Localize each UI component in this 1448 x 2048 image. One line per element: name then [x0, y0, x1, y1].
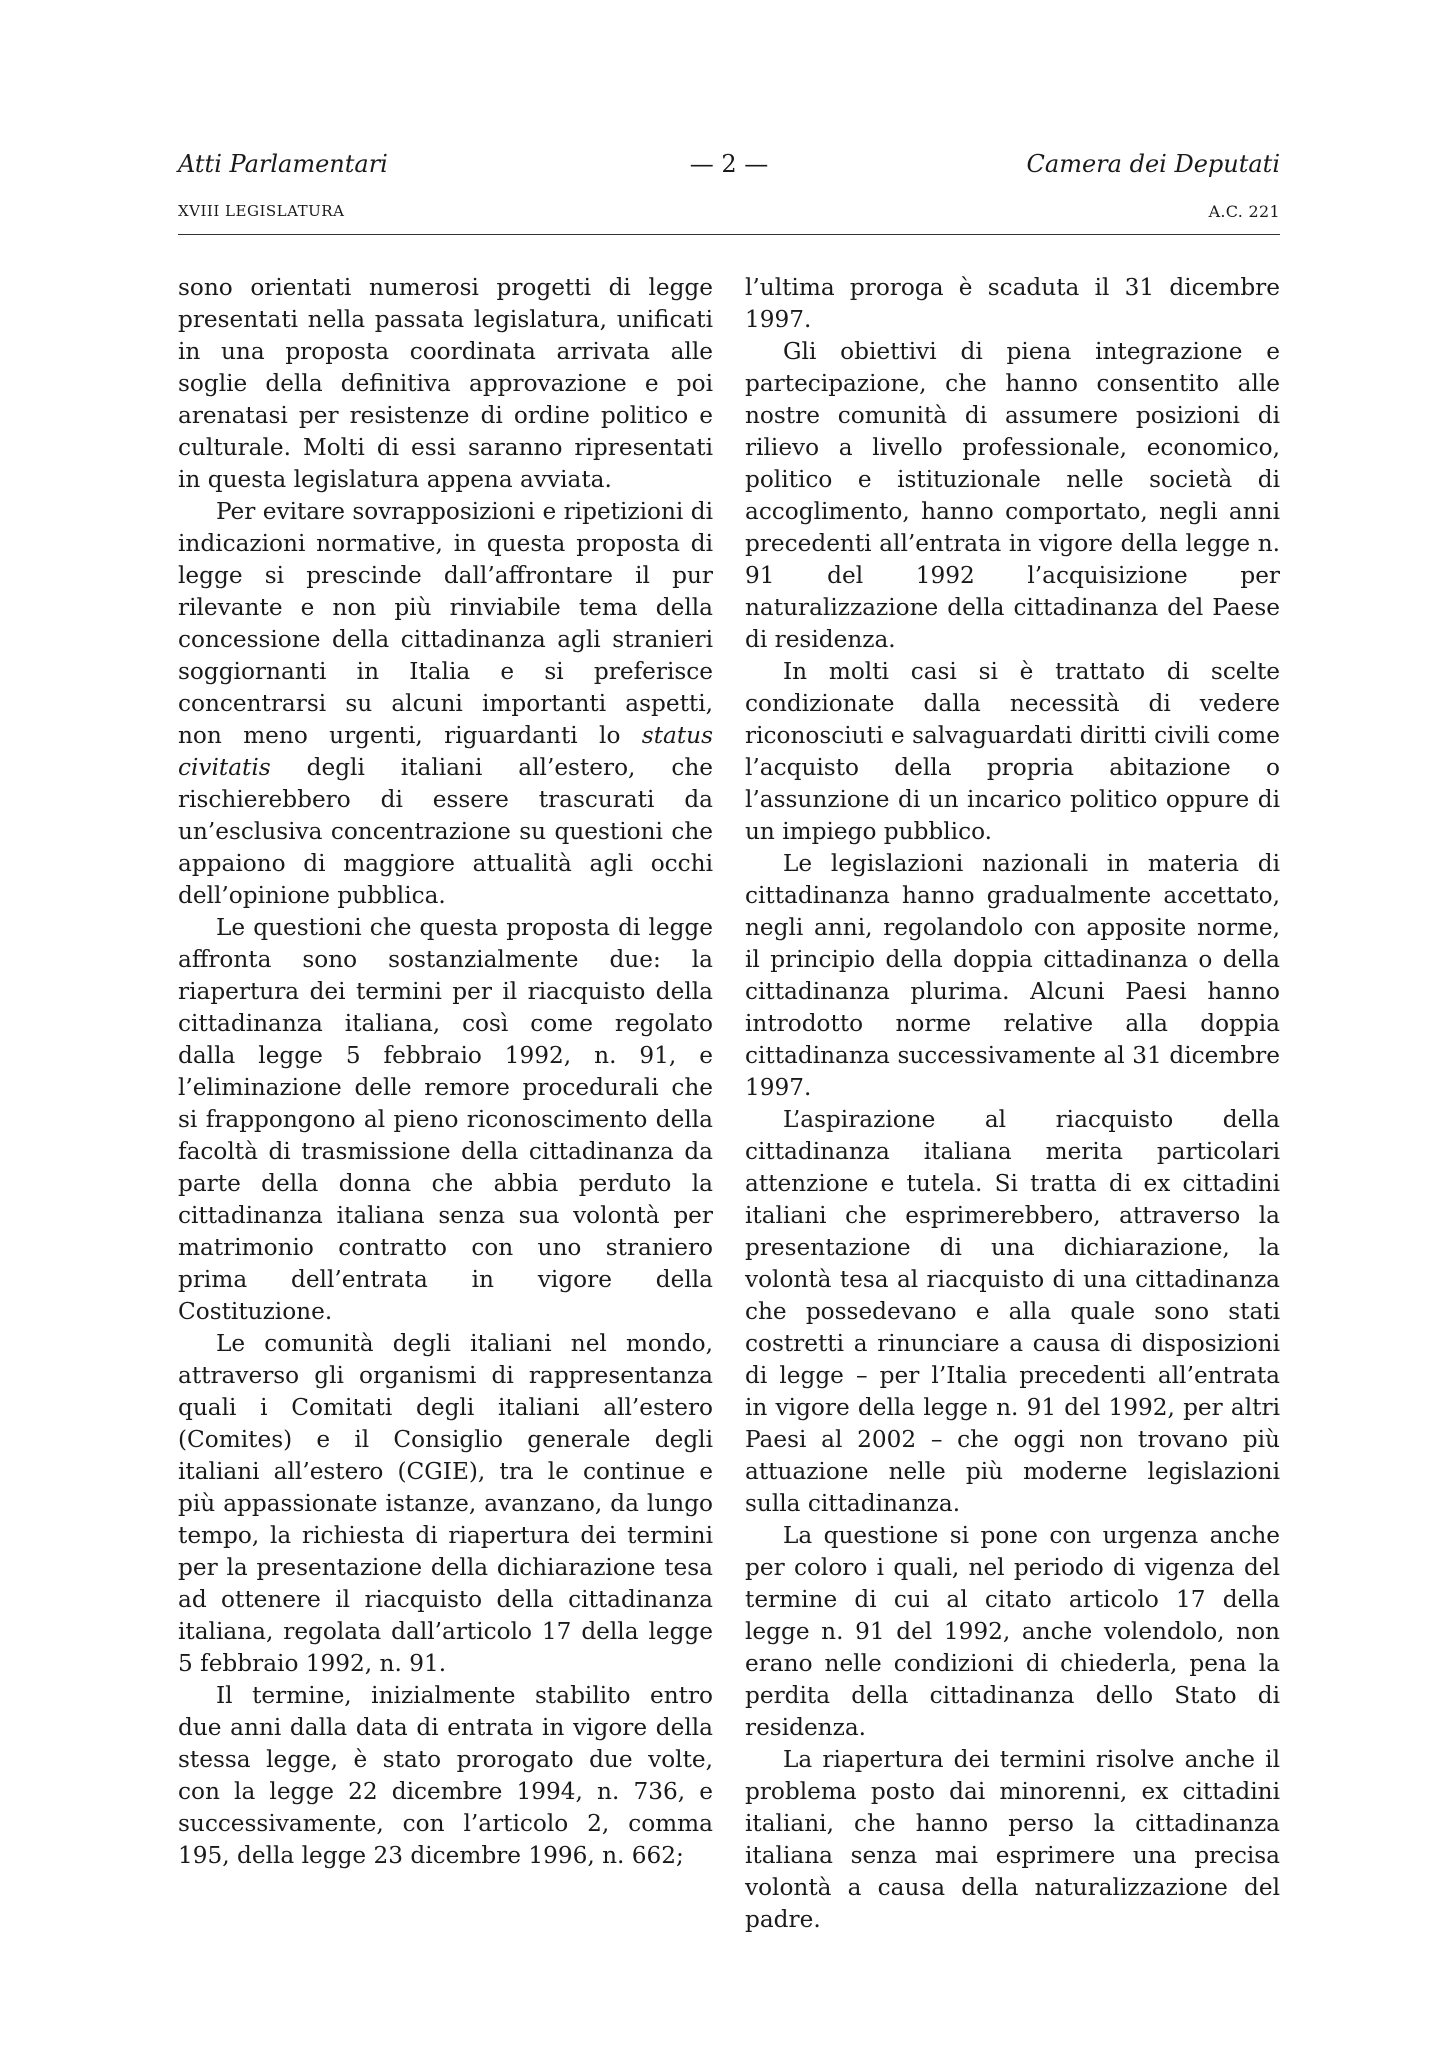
paragraph: Gli obiettivi di piena integrazione e partecipazione, che hanno consentito alle nostre comunità di assumere posizioni di rilievo a livello professionale, economico, politico e istituzionale nelle società di accoglimento, hanno comportato, negli anni precedenti all’entrata in vigore della legge n. 91 del 1992 l’acquisizione per naturalizzazione della cittadinanza del Paese di residenza.	[745, 338, 1280, 653]
publication-title: Atti Parlamentari	[178, 150, 388, 178]
legislature-label: XVIII LEGISLATURA	[178, 202, 345, 220]
paragraph: L’aspirazione al riacquisto della cittadinanza italiana merita particolari attenzione e tutela. Si tratta di ex cittadini italiani che esprimerebbero, attraverso la presentazione di una dichiarazione, la volontà tesa al riacquisto di una cittadinanza che possedevano e alla quale sono stati costretti a rinunciare a causa di disposizioni di legge – per l’Italia precedenti all’entrata in vigore della legge n. 91 del 1992, per altri Paesi al 2002 – che oggi non trovano più attuazione nelle più moderne legislazioni sulla cittadinanza.	[745, 1106, 1280, 1517]
paragraph: In molti casi si è trattato di scelte condizionate dalla necessità di vedere riconosciuti e salvaguardati diritti civili come l’acquisto della propria abitazione o l’assunzione di un incarico politico oppure di un impiego pubblico.	[745, 658, 1280, 845]
paragraph: La riapertura dei termini risolve anche il problema posto dai minorenni, ex cittadini italiani, che hanno perso la cittadinanza italiana senza mai esprimere una precisa volontà a causa della naturalizzazione del padre.	[745, 1746, 1280, 1933]
paragraph	[178, 496, 713, 912]
sub-header	[178, 202, 1280, 228]
header-divider	[178, 234, 1280, 235]
paragraph: Le legislazioni nazionali in materia di cittadinanza hanno gradualmente accettato, negli anni, regolandolo con apposite norme, il principio della doppia cittadinanza o della cittadinanza plurima. Alcuni Paesi hanno introdotto norme relative alla doppia cittadinanza successivamente al 31 dicembre 1997.	[745, 850, 1280, 1101]
paragraph-text: Per evitare sovrapposizioni e ripetizioni di indicazioni normative, in questa proposta di legge si prescinde dall’affrontare il pur rilevante e non più rinviabile tema della concessione della cittadinanza agli stranieri soggiornanti in Italia e si preferisce concentrarsi su alcuni importanti aspetti, non meno urgenti, riguardanti lo	[178, 498, 713, 749]
page-number: — 2 —	[689, 150, 769, 178]
paragraph: l’ultima proroga è scaduta il 31 dicembre 1997.	[745, 274, 1280, 333]
paragraph: La questione si pone con urgenza anche per coloro i quali, nel periodo di vigenza del termine di cui al citato articolo 17 della legge n. 91 del 1992, anche volendolo, non erano nelle condizioni di chiederla, pena la perdita della cittadinanza dello Stato di residenza.	[745, 1522, 1280, 1741]
running-header	[178, 150, 1280, 184]
paragraph: Le comunità degli italiani nel mondo, attraverso gli organismi di rappresentanza quali i Comitati degli italiani all’estero (Comites) e il Consiglio generale degli italiani all’estero (CGIE), tra le continue e più appassionate istanze, avanzano, da lungo tempo, la richiesta di riapertura dei termini per la presentazione della dichiarazione tesa ad ottenere il riacquisto della cittadinanza italiana, regolata dall’articolo 17 della legge 5 febbraio 1992, n. 91.	[178, 1330, 713, 1677]
chamber-name: Camera dei Deputati	[1026, 150, 1280, 178]
paragraph: Il termine, inizialmente stabilito entro due anni dalla data di entrata in vigore della stessa legge, è stato prorogato due volte, con la legge 22 dicembre 1994, n. 736, e successivamente, con l’articolo 2, comma 195, della legge 23 dicembre 1996, n. 662;	[178, 1682, 713, 1869]
paragraph: sono orientati numerosi progetti di legge presentati nella passata legislatura, unificati in una proposta coordinata arrivata alle soglie della definitiva approvazione e poi arenatasi per resistenze di ordine politico e culturale. Molti di essi saranno ripresentati in questa legislatura appena avviata.	[178, 274, 713, 493]
italic-term: status civitatis	[178, 722, 713, 781]
right-text-column	[745, 272, 1280, 1936]
paragraph-text: degli italiani all’estero, che rischierebbero di essere trascurati da un’esclusiva concentrazione su questioni che appaiono di maggiore attualità agli occhi dell’opinione pubblica.	[178, 754, 713, 909]
document-reference: A.C. 221	[1208, 202, 1280, 221]
paragraph: Le questioni che questa proposta di legge affronta sono sostanzialmente due: la riapertura dei termini per il riacquisto della cittadinanza italiana, così come regolato dalla legge 5 febbraio 1992, n. 91, e l’eliminazione delle remore procedurali che si frappongono al pieno riconoscimento della facoltà di trasmissione della cittadinanza da parte della donna che abbia perduto la cittadinanza italiana senza sua volontà per matrimonio contratto con uno straniero prima dell’entrata in vigore della Costituzione.	[178, 914, 713, 1325]
left-text-column	[178, 272, 713, 1872]
